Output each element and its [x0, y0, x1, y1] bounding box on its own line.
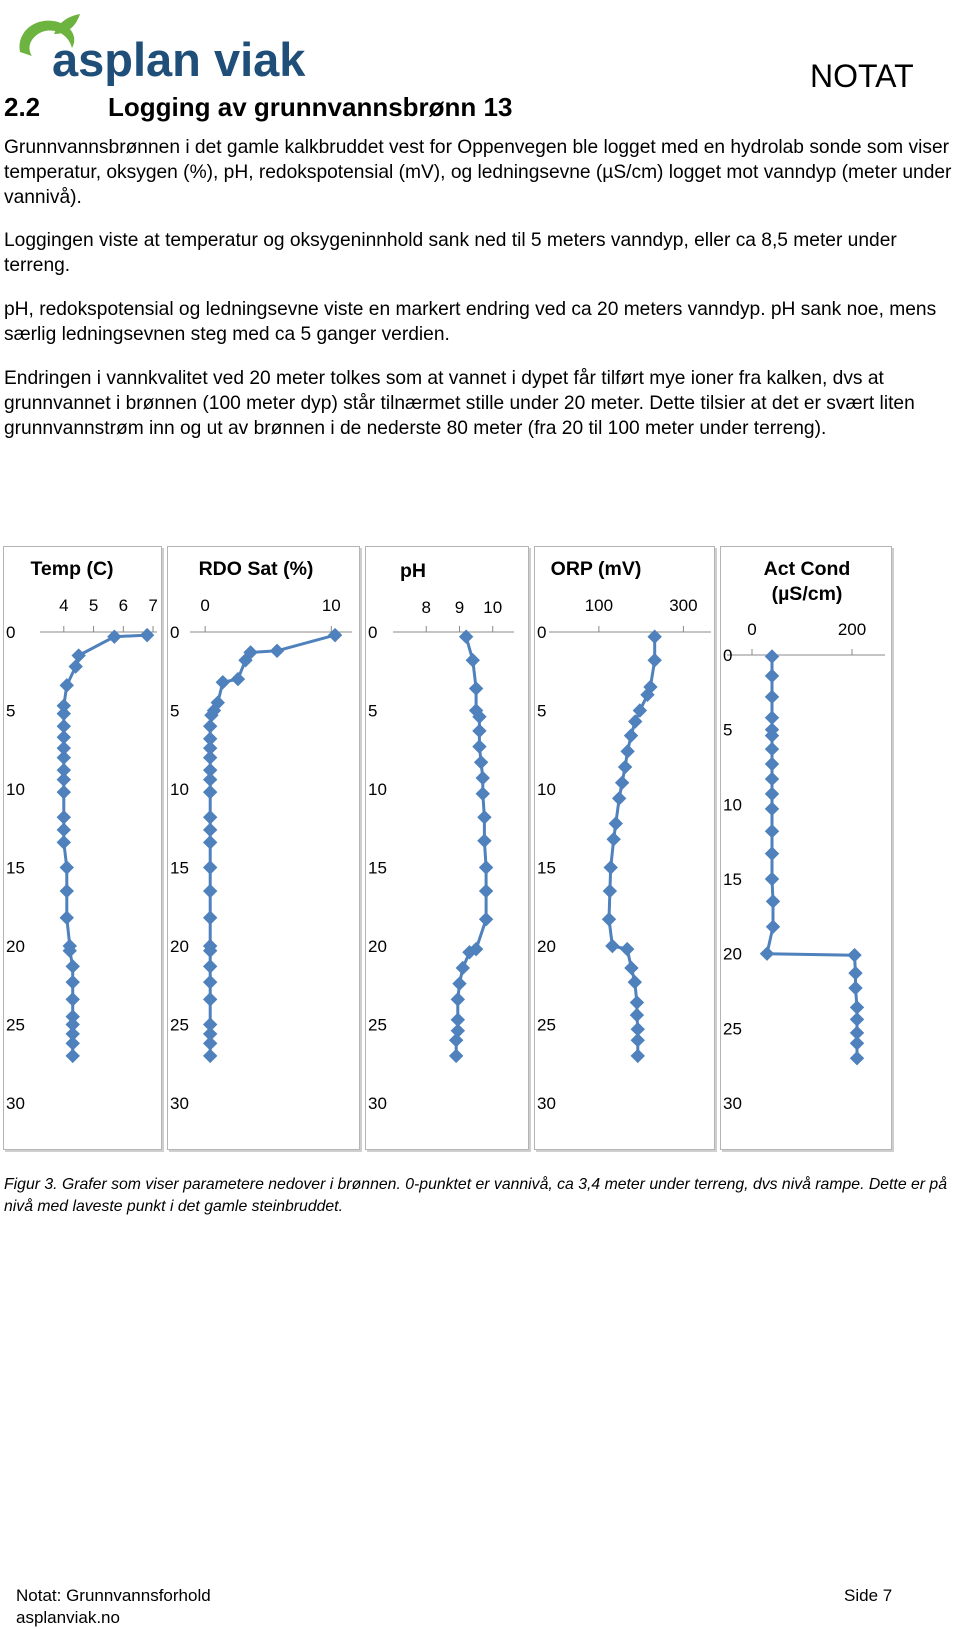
data-point-marker: [450, 1049, 463, 1062]
y-tick-label: 30: [170, 1094, 189, 1113]
data-point-marker: [603, 885, 616, 898]
section-title: Logging av grunnvannsbrønn 13: [108, 92, 513, 122]
data-point-marker: [849, 982, 862, 995]
y-tick-label: 15: [6, 858, 25, 878]
data-point-marker: [648, 654, 661, 667]
data-point-marker: [466, 654, 479, 667]
data-point-marker: [204, 823, 217, 836]
y-tick-label: 5: [537, 701, 547, 721]
data-point-marker: [849, 967, 862, 980]
data-point-marker: [851, 1037, 864, 1050]
chart-svg: [535, 547, 716, 1151]
data-point-marker: [204, 861, 217, 874]
chart-title-line: Act Cond: [763, 558, 851, 580]
data-point-marker: [450, 1034, 463, 1047]
y-tick-label: 10: [537, 780, 556, 799]
y-tick-label: 30: [723, 1094, 742, 1113]
data-point-marker: [766, 743, 779, 756]
chart-rdo-saturation: [167, 546, 360, 1150]
y-tick-label: 0: [170, 623, 180, 642]
data-point-marker: [606, 940, 619, 953]
y-tick-label: 30: [368, 1094, 387, 1113]
data-point-marker: [69, 660, 82, 673]
x-tick-label: 200: [837, 620, 867, 639]
y-tick-label: 5: [368, 701, 378, 721]
data-point-marker: [766, 772, 779, 785]
data-point-marker: [473, 740, 486, 753]
data-point-marker: [766, 802, 779, 815]
data-point-marker: [231, 673, 244, 686]
data-point-marker: [478, 811, 491, 824]
data-point-marker: [851, 1013, 864, 1026]
data-point-marker: [66, 1049, 79, 1062]
data-point-marker: [453, 977, 466, 990]
data-point-marker: [204, 960, 217, 973]
data-point-marker: [619, 761, 632, 774]
data-point-marker: [456, 961, 469, 974]
data-point-marker: [204, 1049, 217, 1062]
paragraph-2: Loggingen viste at temperatur og oksygeninnhold sank ned til 5 meters vanndyp, eller ca 8,5 meter under terreng.: [4, 230, 897, 276]
y-tick-label: 15: [170, 858, 189, 878]
section-number: 2.2: [4, 92, 41, 122]
y-tick-label: 0: [537, 623, 547, 642]
y-tick-label: 15: [723, 870, 742, 889]
data-point-marker: [204, 911, 217, 924]
data-point-marker: [60, 911, 73, 924]
data-point-marker: [204, 1037, 217, 1050]
data-point-marker: [476, 787, 489, 800]
y-tick-label: 20: [723, 944, 742, 964]
y-tick-label: 15: [368, 858, 387, 878]
x-tick-label: 9: [454, 598, 465, 617]
y-tick-label: 20: [170, 937, 189, 956]
series-line: [456, 637, 486, 1056]
data-point-marker: [60, 861, 73, 874]
data-point-marker: [470, 682, 483, 695]
data-point-marker: [631, 1049, 644, 1062]
y-tick-label: 20: [6, 937, 25, 956]
data-point-marker: [60, 679, 73, 692]
data-point-marker: [204, 751, 217, 764]
y-tick-label: 10: [368, 780, 387, 799]
paragraph-3: pH, redokspotensial og ledningsevne viste en markert endring ved ca 20 meters vanndyp. pH sank noe, mens særlig ledningsevnen steg med ca 5 ganger verdien.: [4, 299, 937, 345]
data-point-marker: [57, 811, 70, 824]
y-tick-label: 0: [723, 646, 733, 665]
x-tick-label: 6: [118, 596, 129, 615]
chart-title: ORP (mV): [550, 558, 642, 580]
data-point-marker: [480, 861, 493, 874]
chart-svg: [4, 547, 163, 1151]
data-point-marker: [329, 629, 342, 642]
series-line: [64, 635, 147, 1056]
data-point-marker: [621, 745, 634, 758]
data-point-marker: [216, 676, 229, 689]
y-tick-label: 25: [723, 1019, 742, 1039]
chart-svg: [366, 547, 530, 1151]
data-point-marker: [630, 996, 643, 1009]
x-tick-label: 8: [421, 598, 431, 617]
y-tick-label: 15: [537, 858, 556, 878]
data-point-marker: [66, 993, 79, 1006]
data-point-marker: [766, 650, 779, 663]
footer-note: Notat: Grunnvannsforhold: [16, 1586, 211, 1605]
chart-title: Temp (C): [30, 558, 114, 580]
data-point-marker: [766, 669, 779, 682]
x-tick-label: 0: [200, 596, 210, 615]
data-point-marker: [204, 885, 217, 898]
data-point-marker: [480, 885, 493, 898]
y-tick-label: 25: [368, 1015, 387, 1035]
figure-caption: Figur 3. Grafer som viser parametere nedover i brønnen. 0-punktet er vannivå, ca 3,4 meter under terreng, dvs nivå rampe. Dette er på nivå med laveste punkt i det gamle steinbruddet.: [4, 1176, 948, 1215]
x-tick-label: 5: [88, 596, 99, 615]
data-point-marker: [204, 811, 217, 824]
data-point-marker: [478, 834, 491, 847]
footer-website: asplanviak.no: [16, 1608, 120, 1627]
data-point-marker: [766, 825, 779, 838]
chart-ph: [365, 546, 529, 1150]
page-number: Side 7: [844, 1586, 893, 1605]
asplan-viak-logo: [14, 8, 314, 92]
data-point-marker: [766, 690, 779, 703]
data-point-marker: [476, 772, 489, 785]
data-point-marker: [767, 920, 780, 933]
data-point-marker: [204, 773, 217, 786]
data-point-marker: [204, 993, 217, 1006]
data-point-marker: [761, 947, 774, 960]
chart-temperature: [3, 546, 162, 1150]
x-tick-label: 4: [59, 596, 69, 615]
data-point-marker: [628, 976, 641, 989]
data-point-marker: [72, 649, 85, 662]
y-tick-label: 5: [6, 701, 16, 721]
data-point-marker: [60, 885, 73, 898]
y-tick-label: 10: [6, 780, 25, 799]
chart-conductivity: [720, 546, 892, 1150]
logo-wordmark: asplan viak: [52, 33, 306, 86]
x-tick-label: 10: [483, 598, 503, 617]
series-line: [767, 657, 857, 1059]
data-point-marker: [851, 1052, 864, 1065]
data-point-marker: [607, 833, 620, 846]
y-tick-label: 0: [6, 623, 16, 642]
data-point-marker: [604, 861, 617, 874]
y-tick-label: 0: [368, 623, 378, 642]
chart-orp: [534, 546, 715, 1150]
y-tick-label: 10: [170, 780, 189, 799]
data-point-marker: [766, 787, 779, 800]
chart-title: pH: [400, 560, 426, 582]
x-tick-label: 7: [148, 596, 158, 615]
data-point-marker: [767, 895, 780, 908]
chart-svg: [721, 547, 893, 1151]
y-tick-label: 20: [368, 937, 387, 956]
data-point-marker: [204, 786, 217, 799]
y-tick-label: 25: [537, 1015, 556, 1035]
data-point-marker: [621, 943, 634, 956]
data-point-marker: [451, 993, 464, 1006]
data-point-marker: [609, 817, 622, 830]
data-point-marker: [475, 756, 488, 769]
data-point-marker: [631, 1034, 644, 1047]
x-tick-label: 100: [584, 596, 614, 615]
data-point-marker: [851, 1001, 864, 1014]
data-point-marker: [473, 724, 486, 737]
chart-svg: [168, 547, 361, 1151]
y-tick-label: 10: [723, 795, 742, 815]
y-tick-label: 5: [170, 701, 180, 721]
data-point-marker: [848, 949, 861, 962]
data-point-marker: [603, 913, 616, 926]
chart-title: RDO Sat (%): [198, 558, 314, 580]
chart-title-line: (µS/cm): [771, 583, 843, 605]
data-point-marker: [766, 711, 779, 724]
data-point-marker: [613, 792, 626, 805]
data-point-marker: [57, 751, 70, 764]
data-point-marker: [57, 707, 70, 720]
section-heading: [4, 92, 512, 123]
data-point-marker: [57, 773, 70, 786]
data-point-marker: [204, 976, 217, 989]
data-point-marker: [57, 836, 70, 849]
data-point-marker: [625, 961, 638, 974]
y-tick-label: 30: [6, 1094, 25, 1113]
x-tick-label: 300: [669, 596, 698, 615]
data-point-marker: [204, 720, 217, 733]
data-point-marker: [204, 836, 217, 849]
data-point-marker: [66, 1037, 79, 1050]
y-tick-label: 30: [537, 1094, 556, 1113]
data-point-marker: [766, 758, 779, 771]
series-line: [210, 635, 335, 1056]
data-point-marker: [616, 776, 629, 789]
x-tick-label: 0: [747, 620, 757, 639]
data-point-marker: [630, 1009, 643, 1022]
data-point-marker: [480, 913, 493, 926]
y-tick-label: 25: [170, 1015, 189, 1035]
data-point-marker: [141, 629, 154, 642]
data-point-marker: [766, 873, 779, 886]
y-tick-label: 20: [537, 937, 556, 956]
data-point-marker: [66, 960, 79, 973]
data-point-marker: [766, 847, 779, 860]
document-type: NOTAT: [810, 58, 914, 94]
data-point-marker: [625, 729, 638, 742]
paragraph-1: Grunnvannsbrønnen i det gamle kalkbruddet vest for Oppenvegen ble logget med en hydrolab sonde som viser temperatur, oksygen (%), pH, redokspotensial (mV), og ledningsevne (µS/cm) logget mot vanndyp (meter under vannivå).: [4, 137, 952, 208]
data-point-marker: [57, 823, 70, 836]
y-tick-label: 25: [6, 1015, 25, 1035]
data-point-marker: [271, 644, 284, 657]
y-tick-label: 5: [723, 720, 733, 740]
data-point-marker: [57, 786, 70, 799]
data-point-marker: [66, 976, 79, 989]
x-tick-label: 10: [321, 596, 341, 615]
paragraph-4: Endringen i vannkvalitet ved 20 meter tolkes som at vannet i dypet får tilført mye ioner fra kalken, dvs at grunnvannet i brønnen (100 meter dyp) står tilnærmet stille under 20 meter. Dette tilsier at det er svært liten grunnvannstrøm inn og ut av brønnen i de nederste 80 meter (fra 20 til 100 meter under terreng).: [4, 368, 915, 439]
